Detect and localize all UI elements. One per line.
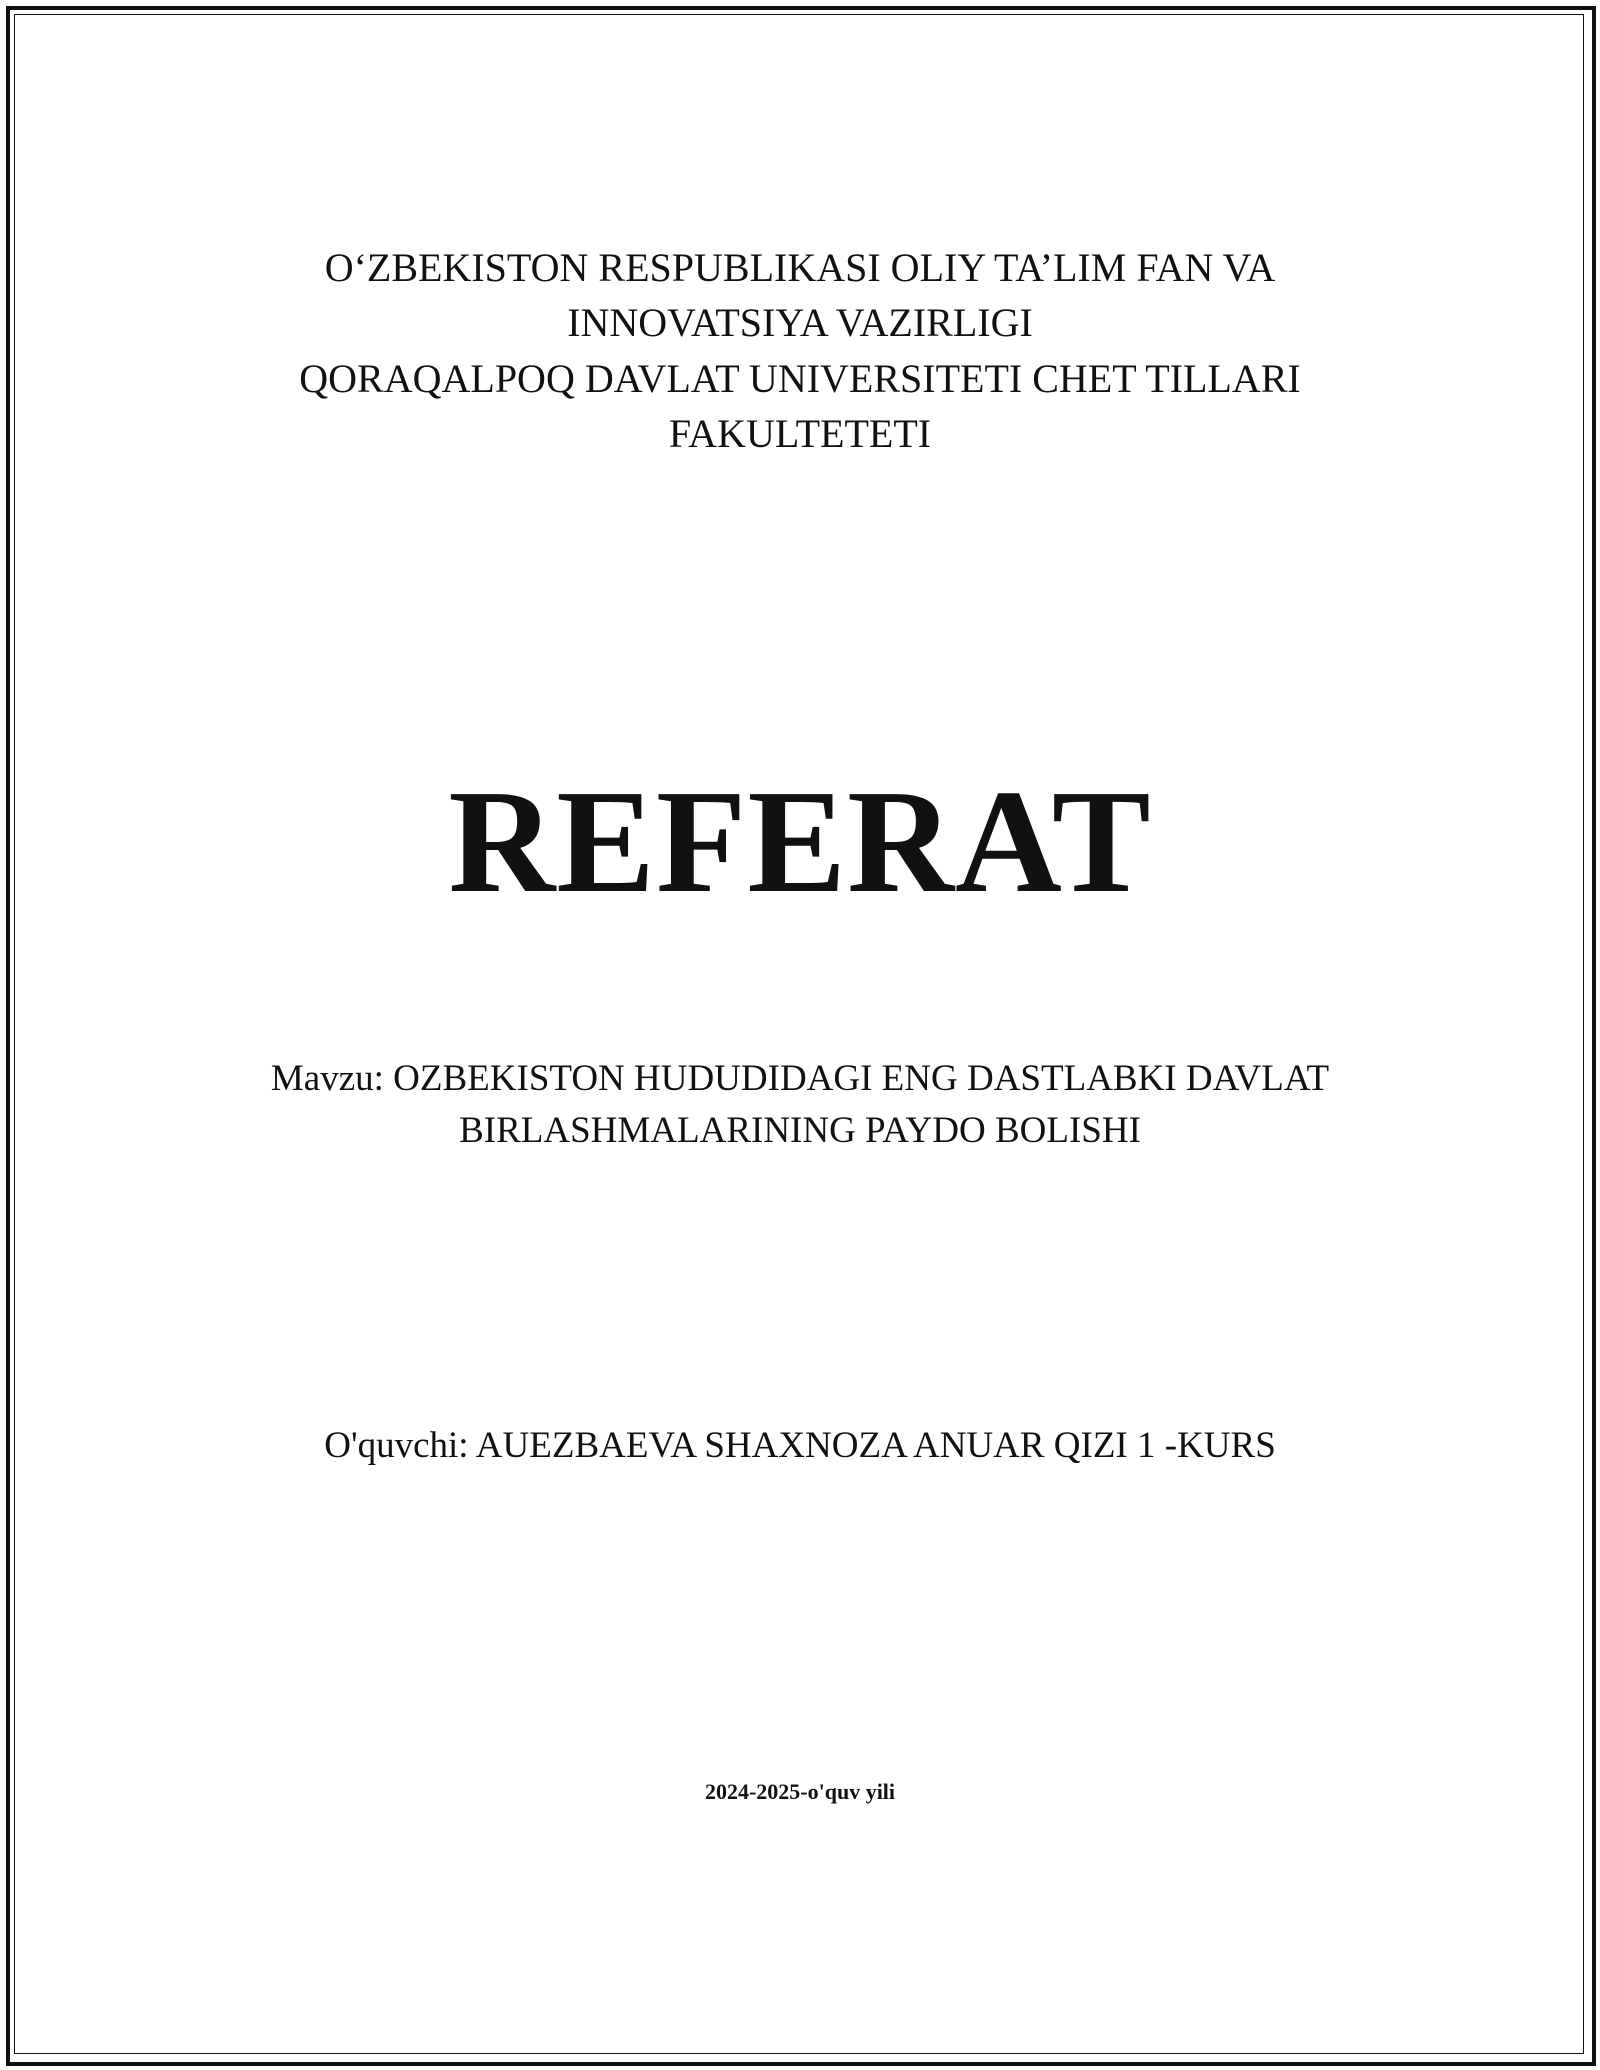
ministry-line-1: O‘ZBEKISTON RESPUBLIKASI OLIY TA’LIM FAN VA <box>324 245 1276 290</box>
topic-line-2: BIRLASHMALARINING PAYDO BOLISHI <box>459 1110 1141 1151</box>
topic-line-1: Mavzu: OZBEKISTON HUDUDIDAGI ENG DASTLABKI DAVLAT <box>270 1058 1330 1099</box>
university-line-2: FAKULTETETI <box>668 411 932 456</box>
document-title: REFERAT <box>448 760 1152 924</box>
ministry-line-2: INNOVATSIYA VAZIRLIGI <box>567 300 1033 345</box>
university-line-1: QORAQALPOQ DAVLAT UNIVERSITETI CHET TILLARI <box>299 356 1301 401</box>
student-info: O'quvchi: AUEZBAEVA SHAXNOZA ANUAR QIZI 1 -KURS <box>324 1425 1276 1466</box>
academic-year: 2024-2025-o'quv yili <box>704 1779 896 1804</box>
